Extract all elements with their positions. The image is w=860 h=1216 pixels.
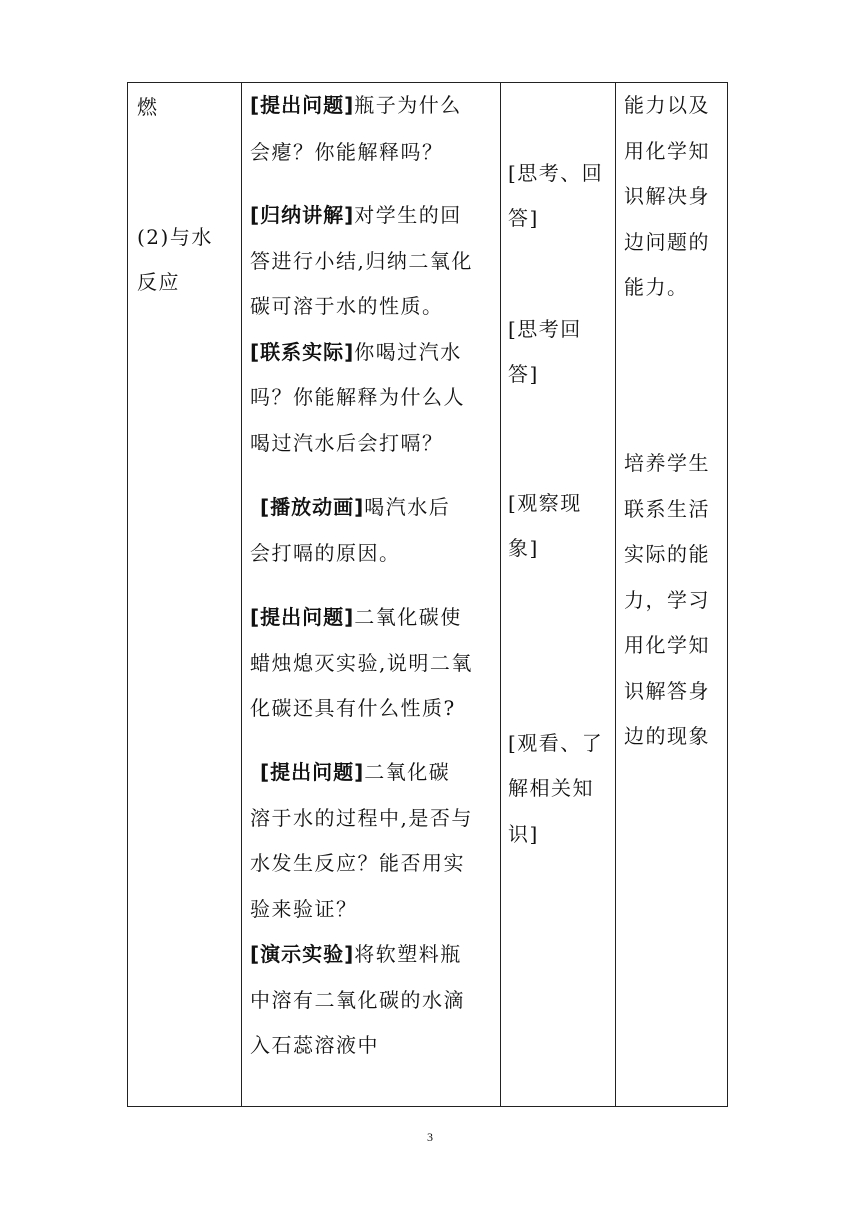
activity-line: 蜡烛熄灭实验,说明二氧 [250, 651, 473, 675]
student-line: 解相关知 [508, 776, 594, 800]
student-line: 答] [508, 206, 539, 230]
activity-line: 吗？你能解释为什么人 [250, 385, 465, 409]
student-line: [观看、了 [508, 731, 604, 755]
page-number: 3 [427, 1130, 433, 1144]
activity-line: 入石蕊溶液中 [250, 1033, 379, 1057]
activity-tag: [提出问题] [260, 760, 365, 784]
activity-tag: [联系实际] [250, 340, 355, 364]
activity-line: 验来验证？ [250, 897, 358, 921]
topic-text-line: 反应 [137, 270, 180, 294]
teacher-activity-cell [242, 83, 501, 1107]
activity-line: 会瘪？你能解释吗？ [250, 140, 444, 164]
intent-line: 能力以及 [624, 93, 710, 117]
intent-line: 联系生活 [624, 497, 710, 521]
activity-line: 碳可溶于水的性质。 [250, 294, 444, 318]
intent-line: 边的现象 [624, 724, 710, 748]
activity-line [250, 605, 462, 629]
activity-text: 二氧化碳 [364, 760, 451, 784]
student-line: [观察现 [508, 491, 582, 515]
activity-line: 溶于水的过程中,是否与 [250, 806, 473, 830]
activity-tag: [归纳讲解] [250, 203, 355, 227]
activity-line [250, 93, 462, 117]
activity-text: 你喝过汽水 [354, 340, 462, 364]
activity-line [250, 340, 462, 364]
student-line: [思考、回 [508, 161, 604, 185]
activity-tag: [提出问题] [250, 93, 355, 117]
activity-line [260, 760, 450, 784]
activity-line: 答进行小结,归纳二氧化 [250, 249, 473, 273]
intent-line: 力，学习 [624, 588, 710, 612]
activity-tag: [演示实验] [250, 942, 355, 966]
intent-line: 识解决身 [624, 184, 710, 208]
activity-line: 化碳还具有什么性质? [250, 696, 456, 720]
topic-text-line: 燃 [137, 95, 159, 119]
intent-line: 用化学知 [624, 633, 710, 657]
activity-text: 对学生的回 [354, 203, 462, 227]
student-line: 答] [508, 362, 539, 386]
student-line: [思考回 [508, 317, 582, 341]
design-intent-cell [616, 83, 728, 1107]
intent-line: 能力。 [624, 275, 689, 299]
intent-line: 用化学知 [624, 139, 710, 163]
activity-line: 喝过汽水后会打嗝？ [250, 431, 444, 455]
intent-line: 培养学生 [624, 451, 710, 475]
activity-line: 会打嗝的原因。 [250, 541, 401, 565]
intent-line: 边问题的 [624, 230, 710, 254]
topic-cell [128, 83, 242, 1107]
activity-line: 中溶有二氧化碳的水滴 [250, 988, 465, 1012]
activity-text: 将软塑料瓶 [354, 942, 462, 966]
student-line: 象] [508, 536, 539, 560]
student-line: 识] [508, 822, 539, 846]
activity-line: 水发生反应？能否用实 [250, 851, 465, 875]
table-row [128, 83, 728, 1107]
lesson-table [127, 82, 728, 1107]
activity-tag: [提出问题] [250, 605, 355, 629]
activity-text: 喝汽水后 [364, 495, 451, 519]
intent-line: 识解答身 [624, 679, 710, 703]
activity-tag: [播放动画] [260, 495, 365, 519]
activity-text: 瓶子为什么 [354, 93, 462, 117]
topic-text-line: (2)与水 [137, 225, 213, 249]
student-activity-cell [501, 83, 616, 1107]
activity-line [250, 203, 462, 227]
activity-line [250, 942, 462, 966]
intent-line: 实际的能 [624, 542, 710, 566]
activity-line [260, 495, 450, 519]
activity-text: 二氧化碳使 [354, 605, 462, 629]
